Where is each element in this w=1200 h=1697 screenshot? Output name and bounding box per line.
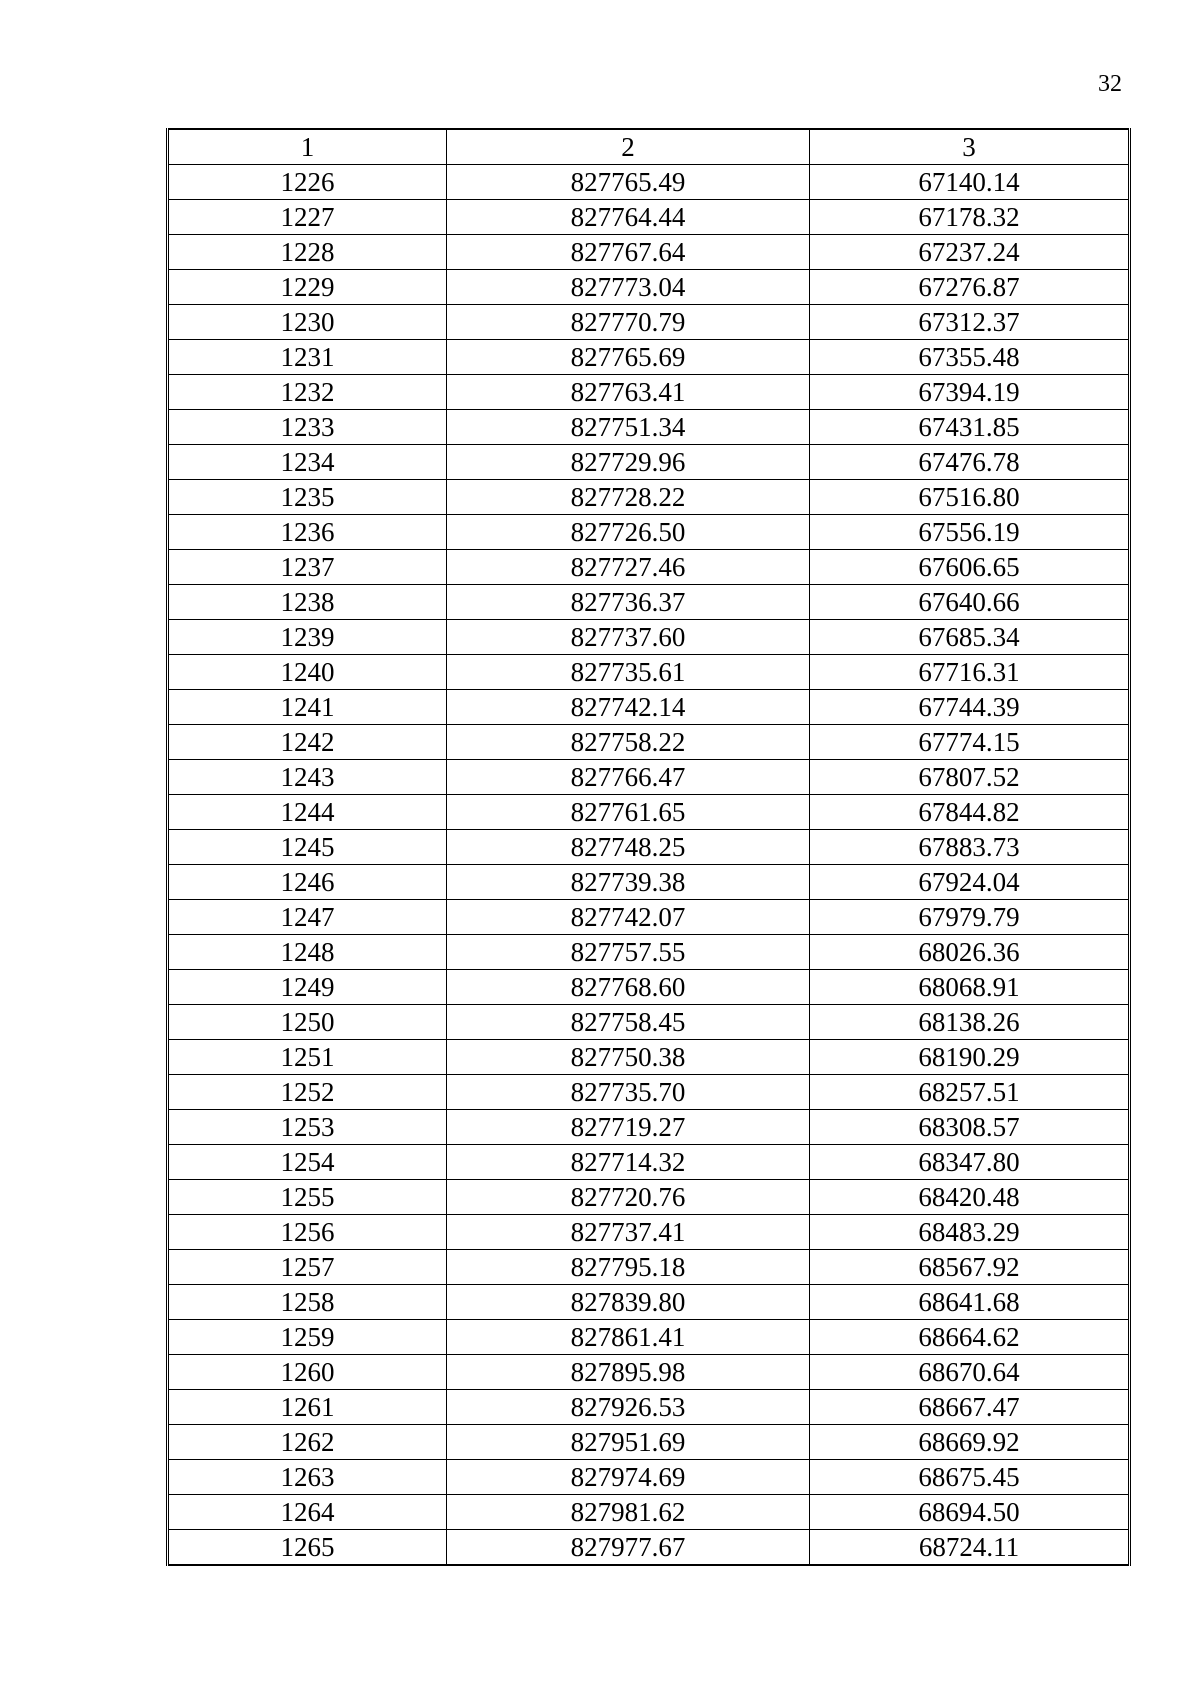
table-cell: 68724.11 [810, 1530, 1130, 1566]
table-row [168, 1075, 1130, 1110]
table-row [168, 760, 1130, 795]
table-row [168, 1145, 1130, 1180]
table-cell: 827758.22 [447, 725, 810, 760]
table-cell: 68026.36 [810, 935, 1130, 970]
table-row [168, 550, 1130, 585]
table-cell: 67924.04 [810, 865, 1130, 900]
table-cell: 1258 [168, 1285, 447, 1320]
table-cell: 1242 [168, 725, 447, 760]
table-row [168, 970, 1130, 1005]
table-body [168, 165, 1130, 1566]
table-cell: 827748.25 [447, 830, 810, 865]
table-cell: 68138.26 [810, 1005, 1130, 1040]
table-cell: 827758.45 [447, 1005, 810, 1040]
table-cell: 68308.57 [810, 1110, 1130, 1145]
table-row [168, 340, 1130, 375]
table-row [168, 515, 1130, 550]
table-row [168, 375, 1130, 410]
table-cell: 68068.91 [810, 970, 1130, 1005]
table-cell: 67556.19 [810, 515, 1130, 550]
table-cell: 1230 [168, 305, 447, 340]
table-cell: 827974.69 [447, 1460, 810, 1495]
table-cell: 1238 [168, 585, 447, 620]
table-row [168, 1215, 1130, 1250]
table-cell: 68667.47 [810, 1390, 1130, 1425]
table-cell: 67355.48 [810, 340, 1130, 375]
table-cell: 827739.38 [447, 865, 810, 900]
table-cell: 67844.82 [810, 795, 1130, 830]
table-cell: 827895.98 [447, 1355, 810, 1390]
table-cell: 67883.73 [810, 830, 1130, 865]
table-cell: 827736.37 [447, 585, 810, 620]
table-cell: 1237 [168, 550, 447, 585]
table-cell: 1265 [168, 1530, 447, 1566]
table-cell: 1235 [168, 480, 447, 515]
table-cell: 68257.51 [810, 1075, 1130, 1110]
table-row [168, 1460, 1130, 1495]
table-cell: 1243 [168, 760, 447, 795]
table-cell: 1234 [168, 445, 447, 480]
table-cell: 827727.46 [447, 550, 810, 585]
table-cell: 827839.80 [447, 1285, 810, 1320]
table-row [168, 935, 1130, 970]
table-cell: 67312.37 [810, 305, 1130, 340]
table-cell: 67476.78 [810, 445, 1130, 480]
table-cell: 827768.60 [447, 970, 810, 1005]
table-cell: 67716.31 [810, 655, 1130, 690]
table-cell: 827861.41 [447, 1320, 810, 1355]
table-cell: 1259 [168, 1320, 447, 1355]
table-row [168, 1250, 1130, 1285]
table-cell: 827765.69 [447, 340, 810, 375]
table-cell: 67807.52 [810, 760, 1130, 795]
table-row [168, 1530, 1130, 1566]
table-cell: 68664.62 [810, 1320, 1130, 1355]
table-cell: 1236 [168, 515, 447, 550]
table-row [168, 480, 1130, 515]
table-row [168, 830, 1130, 865]
table-cell: 68669.92 [810, 1425, 1130, 1460]
table-cell: 67237.24 [810, 235, 1130, 270]
table-cell: 1252 [168, 1075, 447, 1110]
table-cell: 827737.60 [447, 620, 810, 655]
table-cell: 68190.29 [810, 1040, 1130, 1075]
table-cell: 827977.67 [447, 1530, 810, 1566]
column-header-3: 3 [810, 129, 1130, 165]
table-row [168, 690, 1130, 725]
table-cell: 827770.79 [447, 305, 810, 340]
table-row [168, 1320, 1130, 1355]
table-cell: 68675.45 [810, 1460, 1130, 1495]
table-cell: 1250 [168, 1005, 447, 1040]
table-cell: 68567.92 [810, 1250, 1130, 1285]
column-header-2: 2 [447, 129, 810, 165]
table-cell: 1233 [168, 410, 447, 445]
table-row [168, 1040, 1130, 1075]
table-cell: 1257 [168, 1250, 447, 1285]
table-cell: 827735.61 [447, 655, 810, 690]
table-cell: 68694.50 [810, 1495, 1130, 1530]
table-cell: 1245 [168, 830, 447, 865]
table-cell: 67774.15 [810, 725, 1130, 760]
table-cell: 1228 [168, 235, 447, 270]
table-cell: 1253 [168, 1110, 447, 1145]
column-header-1: 1 [168, 129, 447, 165]
table-cell: 1232 [168, 375, 447, 410]
table-cell: 1256 [168, 1215, 447, 1250]
table-cell: 1247 [168, 900, 447, 935]
table-row [168, 725, 1130, 760]
table-cell: 67606.65 [810, 550, 1130, 585]
table-cell: 827757.55 [447, 935, 810, 970]
table-cell: 68483.29 [810, 1215, 1130, 1250]
table-cell: 827726.50 [447, 515, 810, 550]
table-cell: 1249 [168, 970, 447, 1005]
table-cell: 827719.27 [447, 1110, 810, 1145]
table-row [168, 585, 1130, 620]
table-cell: 827951.69 [447, 1425, 810, 1460]
table-cell: 827765.49 [447, 165, 810, 200]
table-cell: 827766.47 [447, 760, 810, 795]
table-cell: 1229 [168, 270, 447, 305]
table-row [168, 1390, 1130, 1425]
table-row [168, 1180, 1130, 1215]
table-cell: 827764.44 [447, 200, 810, 235]
table-cell: 827763.41 [447, 375, 810, 410]
table-row [168, 305, 1130, 340]
table-row [168, 655, 1130, 690]
table-cell: 67979.79 [810, 900, 1130, 935]
table-cell: 827751.34 [447, 410, 810, 445]
table-cell: 827750.38 [447, 1040, 810, 1075]
table-cell: 827742.14 [447, 690, 810, 725]
table-cell: 827720.76 [447, 1180, 810, 1215]
table-cell: 67640.66 [810, 585, 1130, 620]
table-cell: 67276.87 [810, 270, 1130, 305]
table-row [168, 865, 1130, 900]
table-row [168, 235, 1130, 270]
table-cell: 1239 [168, 620, 447, 655]
table-header-row [168, 129, 1130, 165]
table-cell: 1231 [168, 340, 447, 375]
table-row [168, 270, 1130, 305]
table-cell: 827773.04 [447, 270, 810, 305]
table-cell: 1227 [168, 200, 447, 235]
table-cell: 1244 [168, 795, 447, 830]
table-cell: 1248 [168, 935, 447, 970]
table-cell: 827714.32 [447, 1145, 810, 1180]
table-cell: 827761.65 [447, 795, 810, 830]
table-cell: 827735.70 [447, 1075, 810, 1110]
table-row [168, 1005, 1130, 1040]
table-cell: 827728.22 [447, 480, 810, 515]
page-number: 32 [1098, 71, 1122, 97]
table-cell: 827795.18 [447, 1250, 810, 1285]
table-cell: 1260 [168, 1355, 447, 1390]
table-row [168, 620, 1130, 655]
table-cell: 1226 [168, 165, 447, 200]
table-row [168, 795, 1130, 830]
table-cell: 68347.80 [810, 1145, 1130, 1180]
table-cell: 1261 [168, 1390, 447, 1425]
table-cell: 1254 [168, 1145, 447, 1180]
table-cell: 67516.80 [810, 480, 1130, 515]
table-row [168, 1425, 1130, 1460]
table-cell: 827926.53 [447, 1390, 810, 1425]
table-cell: 68420.48 [810, 1180, 1130, 1215]
table-cell: 827729.96 [447, 445, 810, 480]
table-row [168, 900, 1130, 935]
table-cell: 68641.68 [810, 1285, 1130, 1320]
table-cell: 67685.34 [810, 620, 1130, 655]
table-row [168, 1110, 1130, 1145]
table-cell: 1251 [168, 1040, 447, 1075]
table-row [168, 1495, 1130, 1530]
table-row [168, 165, 1130, 200]
table-cell: 827742.07 [447, 900, 810, 935]
table-cell: 827737.41 [447, 1215, 810, 1250]
table-cell: 1240 [168, 655, 447, 690]
table-cell: 827981.62 [447, 1495, 810, 1530]
table-cell: 67178.32 [810, 200, 1130, 235]
coordinates-table [166, 128, 1131, 1566]
table-cell: 68670.64 [810, 1355, 1130, 1390]
table-row [168, 410, 1130, 445]
table-cell: 67744.39 [810, 690, 1130, 725]
table-cell: 1263 [168, 1460, 447, 1495]
table-cell: 1262 [168, 1425, 447, 1460]
table-cell: 67431.85 [810, 410, 1130, 445]
table-row [168, 445, 1130, 480]
table-row [168, 1285, 1130, 1320]
table-row [168, 200, 1130, 235]
table-cell: 827767.64 [447, 235, 810, 270]
table-cell: 67140.14 [810, 165, 1130, 200]
table-cell: 1246 [168, 865, 447, 900]
table-cell: 1255 [168, 1180, 447, 1215]
table-cell: 1241 [168, 690, 447, 725]
table-cell: 1264 [168, 1495, 447, 1530]
table-cell: 67394.19 [810, 375, 1130, 410]
table-row [168, 1355, 1130, 1390]
